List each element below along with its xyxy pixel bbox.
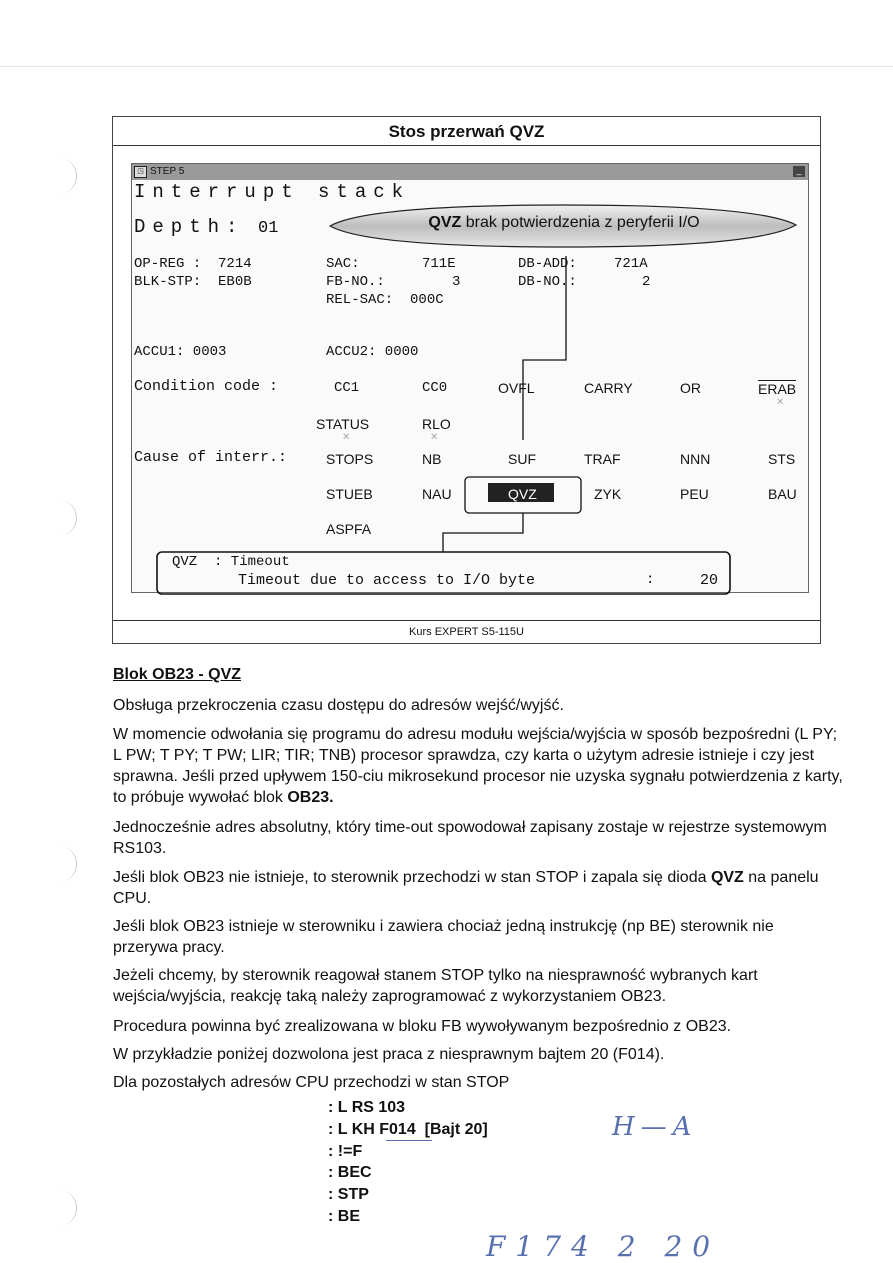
flag-carry: CARRY (584, 380, 633, 396)
flag-cc0: CC0 (422, 380, 448, 396)
accu2: ACCU2: 0000 (326, 344, 419, 360)
cause-nb: NB (422, 451, 442, 467)
code-line-2: : L KH F014 [Bajt 20] (328, 1121, 488, 1138)
section-title: Blok OB23 - QVZ (113, 666, 242, 683)
depth-value: 01 (258, 219, 279, 238)
cause-stueb: STUEB (326, 486, 373, 502)
sac-value: 711E (422, 256, 456, 272)
paragraph-1: Obsługa przekroczenia czasu dostępu do adresów wejść/wyjść. (113, 697, 564, 714)
cause-label: Cause of interr.: (134, 449, 288, 466)
erab-x-mark: ✕ (776, 397, 785, 408)
code-underline (386, 1140, 432, 1141)
paragraph-9: Dla pozostałych adresów CPU przechodzi w stan STOP (113, 1074, 510, 1091)
message-value: 20 (700, 572, 719, 589)
paragraph-4-text-c: na panelu CPU. (113, 869, 819, 907)
paragraph-2 (113, 724, 843, 808)
flag-or: OR (680, 380, 701, 396)
window-menu-icon[interactable]: ◳ (134, 166, 147, 178)
db-add-label: DB-ADD: (518, 256, 577, 272)
sac-label: SAC: (326, 256, 360, 272)
connector-callout-to-ovfl (523, 256, 566, 440)
fb-no-value: 3 (452, 274, 461, 290)
cause-peu: PEU (680, 486, 709, 502)
callout-rest: brak potwierdzenia z peryferii I/O (461, 214, 700, 231)
message-line-2: Timeout due to access to I/O byte (238, 572, 536, 589)
flag-cc1: CC1 (334, 380, 360, 396)
op-reg: OP-REG : 7214 (134, 256, 252, 272)
code-line-1: : L RS 103 (328, 1099, 406, 1116)
message-colon: : (646, 572, 655, 588)
cause-stops: STOPS (326, 451, 374, 467)
message-box (157, 552, 730, 594)
code-line-4: : BEC (328, 1164, 372, 1181)
paragraph-6: Jeżeli chcemy, by sterownik reagował stanem STOP tylko na niesprawność wybranych kart wejścia/wyjścia, reakcję taką należy zaprogramować z wykorzystaniem OB23. (113, 967, 758, 1005)
message-line-1: QVZ : Timeout (172, 554, 290, 570)
flag-erab: ERAB (758, 381, 797, 397)
fb-no-label: FB-NO.: (326, 274, 385, 290)
paragraph-2-bold: OB23. (287, 789, 334, 806)
db-no-label: DB-NO.: (518, 274, 577, 290)
cause-traf: TRAF (584, 451, 621, 467)
condition-code-label: Condition code : (134, 378, 279, 395)
callout-text (328, 214, 800, 232)
depth-label: Depth: (134, 216, 245, 238)
code-line-3: : !=F (328, 1143, 363, 1160)
paragraph-4-text-a: Jeśli blok OB23 nie istnieje, to sterownik przechodzi w stan STOP i zapala się dioda (113, 869, 711, 886)
flag-status: STATUS (316, 416, 370, 432)
paragraph-3: Jednocześnie adres absolutny, który time-out spowodował zapisany zostaje w rejestrze systemowym RS103. (113, 819, 827, 857)
cause-zyk: ZYK (594, 486, 622, 502)
qvz-focus-box (465, 477, 581, 513)
minimize-icon[interactable]: _ (793, 166, 805, 177)
paragraph-4 (113, 867, 843, 909)
figure-footer: Kurs EXPERT S5-115U (113, 620, 820, 643)
code-line-6: : BE (328, 1208, 360, 1225)
cause-qvz: QVZ (508, 486, 537, 502)
cause-aspfa: ASPFA (326, 521, 372, 537)
paragraph-7: Procedura powinna być zrealizowana w bloku FB wywoływanym bezpośrednio z OB23. (113, 1018, 732, 1035)
blk-stp: BLK-STP: EB0B (134, 274, 252, 290)
paragraph-4-bold: QVZ (710, 869, 744, 886)
rel-sac: REL-SAC: 000C (326, 292, 444, 308)
db-no-value: 2 (642, 274, 651, 290)
paragraph-8: W przykładzie poniżej dozwolona jest praca z niesprawnym bajtem 20 (F014). (113, 1046, 665, 1063)
cause-nau: NAU (422, 486, 452, 502)
accu1: ACCU1: 0003 (134, 344, 227, 360)
figure-title: Stos przerwań QVZ (113, 117, 820, 146)
handwritten-note-1: H—A (612, 1112, 698, 1142)
rlo-x-mark: ✕ (430, 432, 439, 443)
cause-suf: SUF (508, 451, 536, 467)
cause-sts: STS (768, 451, 796, 467)
handwritten-note-2: F174 2 20 (486, 1230, 721, 1263)
flag-ovfl: OVFL (498, 380, 535, 396)
cause-nnn: NNN (680, 451, 711, 467)
window-title: STEP 5 (150, 166, 185, 177)
db-add-value: 721A (614, 256, 648, 272)
paragraph-5: Jeśli blok OB23 istnieje w sterowniku i zawiera chociaż jedną instrukcję (np BE) sterownik nie przerywa pracy. (113, 918, 774, 956)
code-line-5: : STP (328, 1186, 369, 1203)
cause-bau: BAU (768, 486, 797, 502)
paragraph-2-text: W momencie odwołania się programu do adresu modułu wejścia/wyjścia w sposób bezpośredni (L PY; L PW; T PY; T PW; LIR; TIR; TNB) procesor sprawdza, czy karta o użytym adresie istnieje i czy jest sprawna. Jeśli przed upływem 150-ciu mikrosekund procesor nie uzyska sygnału potwierdzenia z karty, to próbuje wywołać blok (113, 726, 843, 806)
callout-bold: QVZ (428, 214, 462, 231)
flag-rlo: RLO (422, 416, 451, 432)
screen-heading: Interrupt stack (134, 181, 411, 203)
connector-qvz-to-message (443, 513, 523, 552)
status-x-mark: ✕ (342, 432, 351, 443)
